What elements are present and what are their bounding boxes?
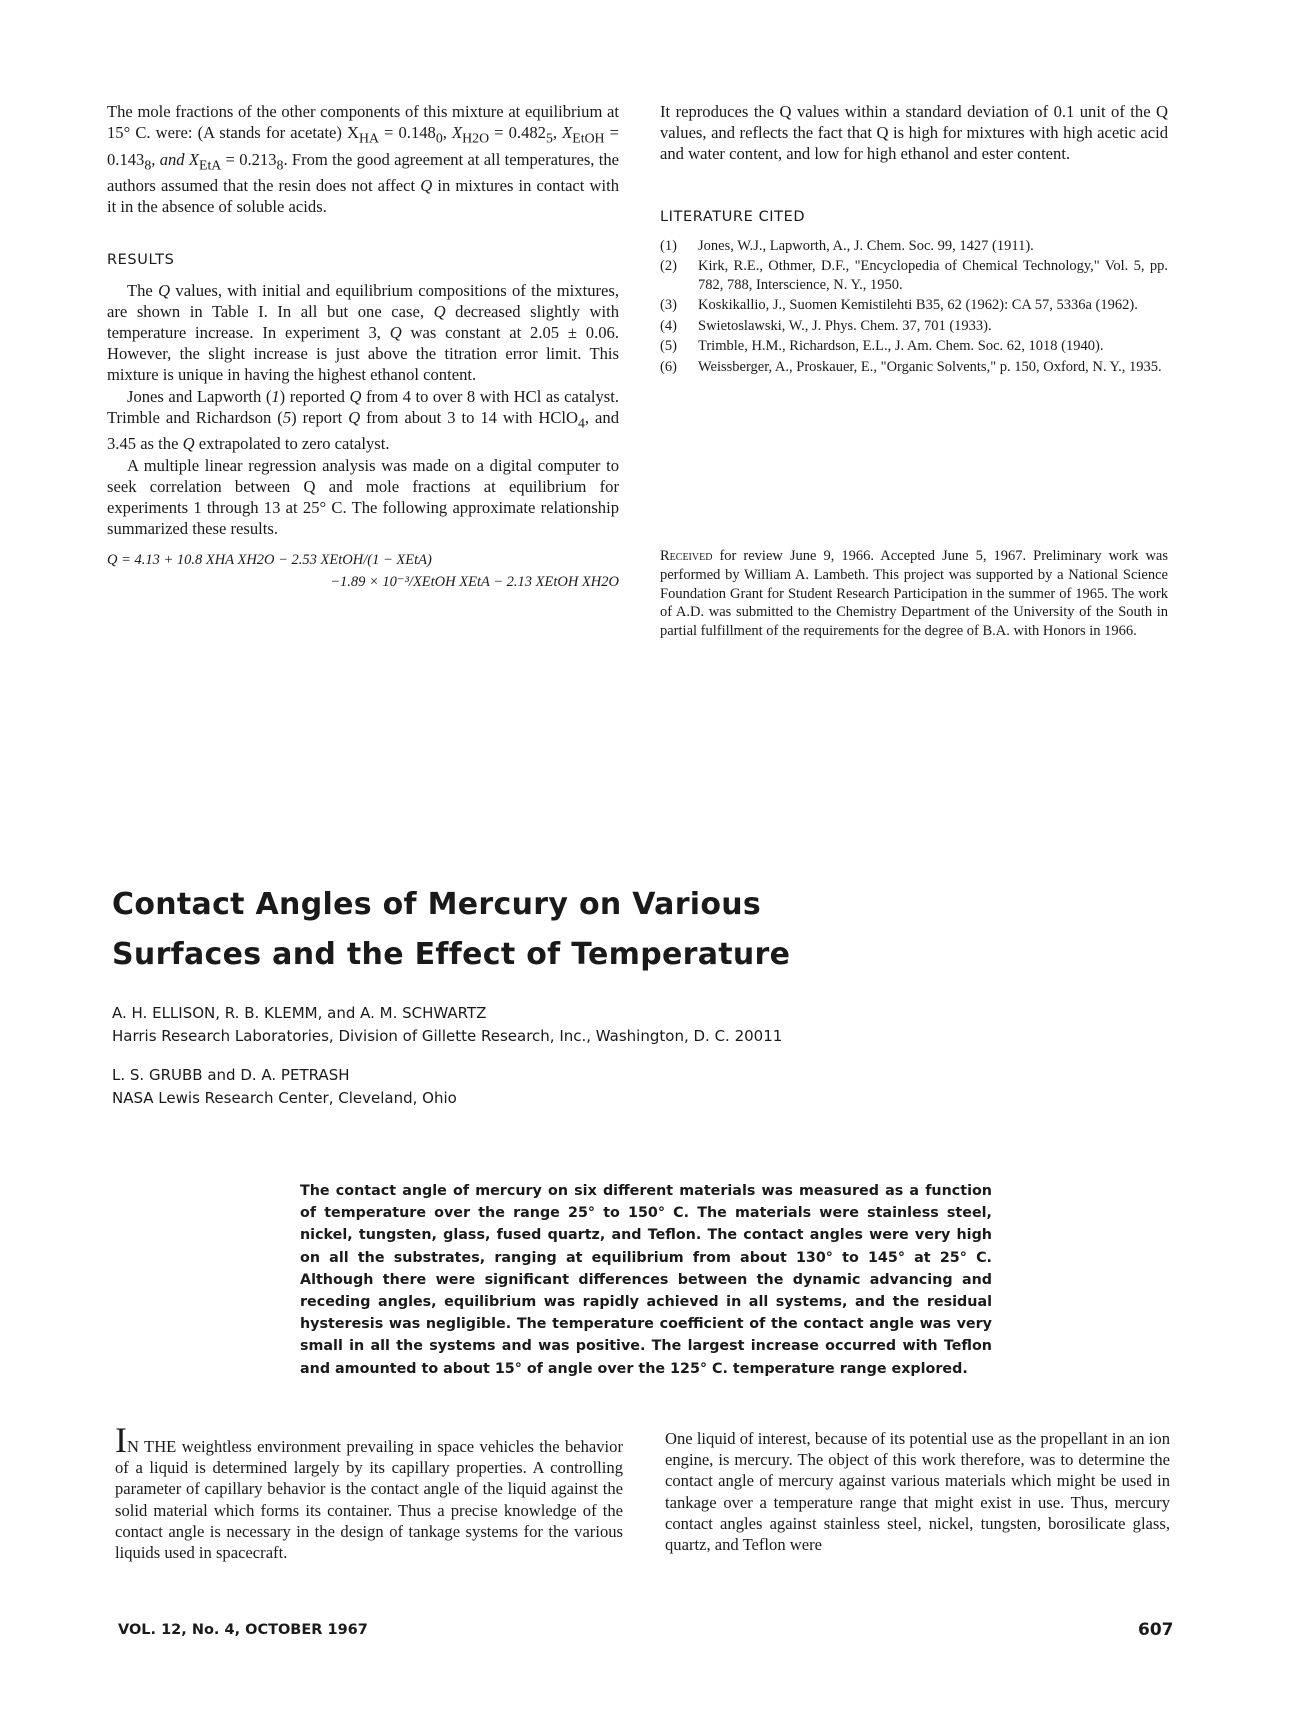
subscript: 8: [144, 157, 152, 173]
reference-number: (3): [660, 297, 677, 314]
intro-paragraph-right: One liquid of interest, because of its potential use as the propellant in an ion engine, is mercury. The object of this work therefore, was to determine the contact angle of mercury against various materials which might be used in tankage over a temperature range that might exist in use. Thus, mercury contact angles against stainless steel, nickel, tungsten, borosilicate glass, quartz, and Teflon were: [665, 1429, 1170, 1555]
equation-line-2: −1.89 × 10⁻³/XEtOH XEtA − 2.13 XEtOH XH2O: [330, 574, 619, 591]
reference-item: [660, 358, 1168, 377]
text-run: ) reported: [279, 386, 350, 406]
text-run: decreased slightly with temperature increase. In experiment 3,: [107, 301, 619, 343]
abstract-text: The contact angle of mercury on six different materials was measured as a function of temperature over the range 25° to 150° C. The materials were stainless steel, nickel, tungsten, glass, fused quartz, and Teflon. The contact angles were very high on all the substrates, ranging at equilibrium from about 130° to 145° at 25° C. Although there were significant differences between the dynamic advancing and receding angles, equilibrium was rapidly achieved in all systems, and the residual hysteresis was negligible. The temperature coefficient of the contact angle was very small in all the systems and was positive. The largest increase occurred with Teflon and amounted to about 15° of angle over the 125° C. temperature range explored.: [300, 1183, 992, 1377]
subscript: EtOH: [572, 130, 605, 146]
text-run: = 0.213: [221, 149, 277, 169]
article-title-line-2: Surfaces and the Effect of Temperature: [112, 937, 791, 972]
subscript: H2O: [462, 130, 490, 146]
affiliation-2: NASA Lewis Research Center, Cleveland, Ohio: [112, 1089, 457, 1107]
article-header: [112, 880, 1172, 1110]
subscript: 4: [578, 415, 585, 431]
paragraph-reproduces: It reproduces the Q values within a standard deviation of 0.1 unit of the Q values, and reflects the fact that Q is high for mixtures with high acetic acid and water content, and low for high ethanol and ester content.: [660, 102, 1168, 164]
literature-cited-heading: LITERATURE CITED: [660, 208, 806, 225]
footer-journal: VOL. 12, No. 4, OCTOBER 1967: [118, 1622, 368, 1638]
text-run: The mole fractions of the other components of this mixture at equilibrium at 15° C. were: (A stands for acetate) X: [107, 102, 619, 143]
reference-text: Swietoslawski, W., J. Phys. Chem. 37, 701 (1933).: [698, 317, 992, 334]
text-run: , and X: [151, 149, 199, 169]
article-title-line-1: Contact Angles of Mercury on Various: [112, 887, 762, 922]
reference-item: [660, 296, 1168, 315]
authors-group-2: L. S. GRUBB and D. A. PETRASH: [112, 1066, 350, 1084]
reference-number: (5): [660, 338, 677, 355]
affiliation-1: Harris Research Laboratories, Division of Gillette Research, Inc., Washington, D. C. 20011: [112, 1027, 783, 1045]
text-run: = 0.143: [107, 123, 620, 169]
authors-group-1: A. H. ELLISON, R. B. KLEMM, and A. M. SCHWARTZ: [112, 1004, 487, 1022]
reference-text: Weissberger, A., Proskauer, E., "Organic Solvents," p. 150, Oxford, N. Y., 1935.: [698, 358, 1162, 375]
footer-page-number: 607: [1138, 1620, 1174, 1640]
text-run: = 0.482: [489, 123, 546, 143]
citation-link[interactable]: 1: [271, 386, 280, 406]
text-run: The: [127, 280, 159, 300]
abstract-block: [300, 1180, 992, 1380]
reference-text: Koskikallio, J., Suomen Kemistilehti B35, 62 (1962): CA 57, 5336a (1962).: [698, 297, 1138, 314]
received-text: for review June 9, 1966. Accepted June 5, 1967. Preliminary work was performed by William A. Lambeth. This project was supported by a National Science Foundation Grant for Student Research Participation in the summer of 1965. The work of A.D. was submitted to the Chemistry Department of the University of the South in partial fulfillment of the requirements for the degree of B.A. with Honors in 1966.: [660, 548, 1168, 640]
subscript: EtA: [199, 157, 222, 173]
text-run: was constant at 2.05 ± 0.06. However, the slight increase is just above the titration error limit. This mixture is unique in having the highest ethanol content.: [107, 323, 619, 385]
intro-text: weightless environment prevailing in space vehicles the behavior of a liquid is determined largely by its capillary properties. A controlling parameter of capillary behavior is the contact angle of the liquid against the solid material which forms its container. Thus a precise knowledge of the contact angle is necessary in the design of tankage systems for the various liquids used in spacecraft.: [115, 1437, 623, 1563]
text-run: Q: [158, 280, 171, 300]
text-run: Jones and Lapworth (: [127, 386, 272, 406]
text-run: = 0.148: [378, 123, 436, 143]
text-run: Q: [433, 301, 446, 321]
intro-right-column: [665, 1428, 1170, 1555]
intro-left-column: [115, 1420, 623, 1563]
reference-number: (6): [660, 358, 677, 375]
left-column-top: [107, 101, 619, 593]
paragraph-jones-lapworth: [107, 386, 619, 455]
subscript: HA: [358, 130, 379, 146]
citation-link[interactable]: 5: [282, 407, 292, 427]
text-run: from about 3 to 14 with HClO: [360, 407, 578, 427]
reference-item: [660, 337, 1168, 356]
reference-item: [660, 317, 1168, 336]
paragraph-mole-fractions: [107, 101, 619, 218]
text-run: , and 3.45 as the: [107, 407, 619, 454]
received-label: Received: [660, 548, 713, 564]
text-run: extrapolated to zero catalyst.: [194, 434, 390, 454]
reference-text: Kirk, R.E., Othmer, D.F., "Encyclopedia of Chemical Technology," Vol. 5, pp. 782, 788, Interscience, N. Y., 1950.: [698, 258, 1168, 293]
received-note: [660, 547, 1168, 641]
text-run: . From the good agreement at all temperatures, the authors assumed that the resin does not affect: [107, 149, 619, 196]
text-run: values, with initial and equilibrium compositions of the mixtures, are shown in Table I. In all but one case,: [107, 280, 619, 321]
paragraph-q-values: [107, 280, 619, 386]
right-column-top: [660, 101, 1168, 378]
subscript: 5: [545, 130, 553, 146]
text-run: Q: [348, 407, 361, 427]
reference-list: [660, 237, 1168, 377]
text-run: Q: [420, 176, 433, 196]
text-run: , X: [442, 123, 463, 143]
text-run: in mixtures in contact with it in the absence of soluble acids.: [107, 176, 620, 217]
received-paragraph: [660, 547, 1168, 641]
regression-equation: [107, 549, 619, 593]
reference-item: [660, 257, 1168, 294]
reference-item: [660, 237, 1168, 256]
reference-number: (2): [660, 258, 677, 275]
subscript: 0: [435, 130, 443, 146]
intro-paragraph-left: [115, 1420, 623, 1563]
text-run: Q: [349, 386, 362, 406]
reference-text: Trimble, H.M., Richardson, E.L., J. Am. Chem. Soc. 62, 1018 (1940).: [698, 338, 1104, 355]
subscript: 8: [276, 157, 284, 173]
drop-cap: I: [115, 1420, 127, 1460]
text-run: ) report: [291, 407, 349, 427]
paragraph-regression: A multiple linear regression analysis was made on a digital computer to seek correlation between Q and mole fractions at equilibrium for experiments 1 through 13 at 25° C. The following approximate relationship summarized these results.: [107, 455, 619, 539]
text-run: , X: [552, 123, 573, 143]
results-heading: RESULTS: [107, 251, 175, 268]
text-run: Q: [182, 434, 195, 454]
intro-lead-in: N THE: [127, 1437, 177, 1456]
text-run: Q: [389, 323, 402, 343]
reference-number: (4): [660, 317, 677, 334]
equation-line-1: Q = 4.13 + 10.8 XHA XH2O − 2.53 XEtOH/(1 − XEtA): [107, 552, 432, 569]
text-run: from 4 to over 8 with HCl as catalyst. Trimble and Richardson (: [107, 386, 619, 427]
reference-number: (1): [660, 237, 677, 254]
reference-text: Jones, W.J., Lapworth, A., J. Chem. Soc. 99, 1427 (1911).: [698, 237, 1034, 254]
